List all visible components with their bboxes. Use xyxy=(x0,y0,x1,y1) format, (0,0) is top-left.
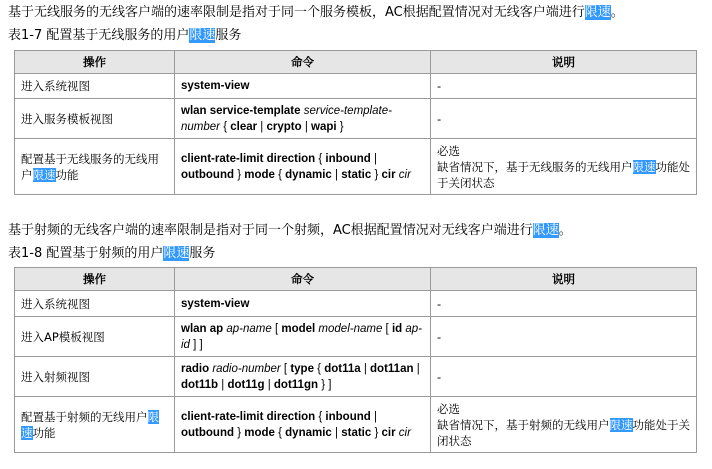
text: 。 xyxy=(558,223,572,238)
description-cell: - xyxy=(431,291,697,317)
symbol: | xyxy=(264,378,274,391)
symbol: { xyxy=(315,152,326,165)
header-operation: 操作 xyxy=(15,51,175,74)
symbol: { xyxy=(220,120,231,133)
argument: model-name xyxy=(315,322,383,335)
highlighted-term: 限速 xyxy=(632,159,656,174)
argument: service-template-number xyxy=(181,104,392,133)
default-note xyxy=(437,159,690,191)
description-cell: - xyxy=(431,99,697,139)
text: 配置基于无线服务的无线用户 xyxy=(21,151,159,182)
table-header-row xyxy=(15,51,697,74)
table-row xyxy=(15,397,697,453)
operation-cell xyxy=(15,139,175,195)
symbol: | xyxy=(257,120,267,133)
highlighted-term: 限速 xyxy=(584,5,611,20)
text: 表1-8 配置基于射频的用户 xyxy=(8,246,164,261)
keyword: model xyxy=(281,322,316,335)
symbol: [ xyxy=(271,322,282,335)
keyword: crypto xyxy=(266,120,302,133)
table-caption-1-7 xyxy=(8,27,241,45)
table-row xyxy=(15,99,697,139)
text: 功能 xyxy=(32,425,56,440)
symbol: } ] xyxy=(318,378,332,391)
text: 服务 xyxy=(215,28,242,43)
text: 服务 xyxy=(189,246,216,261)
operation-cell: 进入系统视图 xyxy=(15,291,175,317)
symbol: } xyxy=(234,426,245,439)
symbol: | xyxy=(331,168,342,181)
keyword: cir xyxy=(381,426,396,439)
text: 功能处于关闭状态 xyxy=(437,159,690,190)
operation-cell xyxy=(15,397,175,453)
argument: cir xyxy=(395,426,411,439)
text: 。 xyxy=(610,5,624,20)
header-command: 命令 xyxy=(175,51,431,74)
operation-cell: 进入AP模板视图 xyxy=(15,317,175,357)
keyword: wapi xyxy=(311,120,337,133)
keyword: dot11a xyxy=(324,362,361,375)
symbol: } xyxy=(336,120,344,133)
command-cell xyxy=(175,99,431,139)
header-description: 说明 xyxy=(431,51,697,74)
text: 缺省情况下，基于无线服务的无线用户 xyxy=(437,159,633,174)
keyword: inbound xyxy=(325,152,371,165)
default-note xyxy=(437,417,690,449)
operation-cell: 进入系统视图 xyxy=(15,74,175,99)
keyword: static xyxy=(341,168,372,181)
symbol: | xyxy=(370,152,377,165)
table-row xyxy=(15,139,697,195)
description-cell: - xyxy=(431,74,697,99)
keyword: dot11g xyxy=(227,378,265,391)
description-cell xyxy=(431,397,697,453)
header-description: 说明 xyxy=(431,268,697,291)
table-header-row xyxy=(15,268,697,291)
required-label: 必选 xyxy=(437,401,460,416)
text: 缺省情况下，基于射频的无线用户 xyxy=(437,417,610,432)
highlighted-term: 限速 xyxy=(532,223,559,238)
text: 功能处于关闭状态 xyxy=(437,417,690,448)
operation-cell: 进入射频视图 xyxy=(15,357,175,397)
symbol: | xyxy=(331,426,342,439)
intro-paragraph-radio xyxy=(8,222,572,240)
header-command: 命令 xyxy=(175,268,431,291)
symbol: } xyxy=(371,168,382,181)
keyword: dot11gn xyxy=(273,378,318,391)
keyword: client-rate-limit direction xyxy=(181,410,316,423)
command-cell: system-view xyxy=(175,291,431,317)
keyword: wlan service-template xyxy=(181,104,304,117)
keyword: dot11b xyxy=(181,378,219,391)
symbol: [ xyxy=(280,362,291,375)
text: 功能 xyxy=(55,167,79,182)
symbol: | xyxy=(301,120,312,133)
text: 表1-7 配置基于无线服务的用户 xyxy=(8,28,190,43)
command-cell xyxy=(175,357,431,397)
description-cell xyxy=(431,139,697,195)
header-operation: 操作 xyxy=(15,268,175,291)
keyword: static xyxy=(341,426,372,439)
command-cell xyxy=(175,139,431,195)
keyword: wlan ap xyxy=(181,322,227,335)
operation-cell: 进入服务模板视图 xyxy=(15,99,175,139)
table-caption-1-8 xyxy=(8,245,215,263)
table-row xyxy=(15,291,697,317)
argument: radio-number xyxy=(212,362,281,375)
symbol: } xyxy=(234,168,245,181)
symbol: | xyxy=(370,410,377,423)
symbol: { xyxy=(315,410,326,423)
description-cell: - xyxy=(431,317,697,357)
text: 基于无线服务的无线客户端的速率限制是指对于同一个服务模板，AC根据配置情况对无线客户端进行 xyxy=(8,5,585,20)
keyword: cir xyxy=(381,168,396,181)
symbol: | xyxy=(218,378,228,391)
keyword: mode xyxy=(244,426,275,439)
table-row xyxy=(15,317,697,357)
text: 配置基于射频的无线用户 xyxy=(21,409,148,424)
table-1-8 xyxy=(14,267,697,453)
symbol: | xyxy=(413,362,420,375)
keyword: outbound xyxy=(181,426,235,439)
command-cell xyxy=(175,317,431,357)
keyword: mode xyxy=(244,168,275,181)
keyword: outbound xyxy=(181,168,235,181)
keyword: clear xyxy=(230,120,258,133)
keyword: radio xyxy=(181,362,213,375)
keyword: id xyxy=(391,322,403,335)
highlighted-term: 限速 xyxy=(21,409,159,440)
keyword: dynamic xyxy=(285,168,332,181)
text: 基于射频的无线客户端的速率限制是指对于同一个射频，AC根据配置情况对无线客户端进行 xyxy=(8,223,533,238)
argument: ap-id xyxy=(181,322,423,351)
highlighted-term: 限速 xyxy=(163,246,190,261)
symbol: { xyxy=(274,168,286,181)
highlighted-term: 限速 xyxy=(32,167,56,182)
symbol: | xyxy=(360,362,371,375)
symbol: } xyxy=(371,426,382,439)
keyword: inbound xyxy=(325,410,371,423)
keyword: dynamic xyxy=(285,426,332,439)
symbol: { xyxy=(313,362,325,375)
intro-paragraph-wireless-service xyxy=(8,4,624,22)
table-row xyxy=(15,74,697,99)
description-cell: - xyxy=(431,357,697,397)
table-1-7 xyxy=(14,50,697,195)
keyword: dot11an xyxy=(370,362,414,375)
keyword: client-rate-limit direction xyxy=(181,152,316,165)
required-label: 必选 xyxy=(437,143,460,158)
argument: cir xyxy=(395,168,411,181)
keyword: type xyxy=(290,362,314,375)
symbol: [ xyxy=(382,322,392,335)
command-cell: system-view xyxy=(175,74,431,99)
argument: ap-name xyxy=(226,322,272,335)
symbol: { xyxy=(274,426,286,439)
highlighted-term: 限速 xyxy=(609,417,633,432)
command-cell xyxy=(175,397,431,453)
highlighted-term: 限速 xyxy=(189,28,216,43)
table-row xyxy=(15,357,697,397)
symbol: ] ] xyxy=(189,338,203,351)
